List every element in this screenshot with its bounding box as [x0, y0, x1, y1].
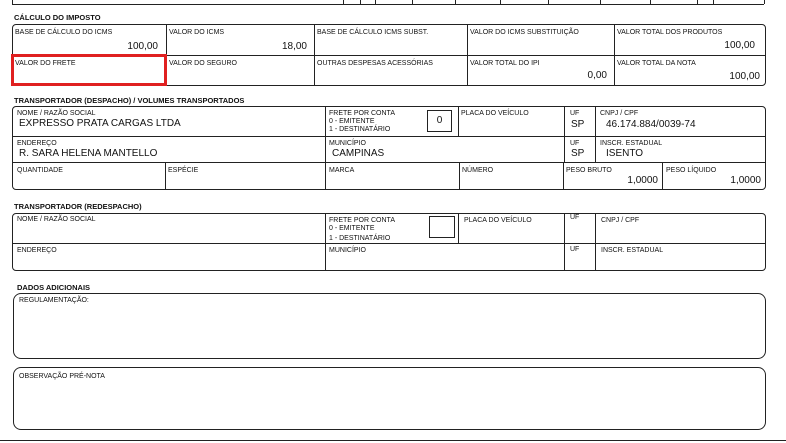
top-table-divider	[713, 0, 714, 4]
transportador-col-divider	[325, 106, 326, 190]
redespacho-col-divider	[458, 213, 459, 243]
redesp-frete-label-3: 1 - DESTINATÁRIO	[329, 235, 391, 242]
valor-frete-highlight	[11, 54, 167, 86]
redespacho-col-divider	[595, 213, 596, 271]
regulamentacao-label: REGULAMENTAÇÃO:	[19, 297, 89, 304]
top-table-divider	[375, 0, 376, 4]
imposto-col-divider	[314, 24, 315, 86]
redesp-nome-label: NOME / RAZÃO SOCIAL	[17, 216, 96, 223]
quantidade-label: QUANTIDADE	[17, 167, 63, 174]
nome-value: EXPRESSO PRATA CARGAS LTDA	[19, 118, 181, 129]
cnpj-value: 46.174.884/0039-74	[606, 119, 696, 130]
top-table-divider	[650, 0, 651, 4]
imposto-col-divider	[467, 24, 468, 86]
peso-bruto-label: PESO BRUTO	[566, 167, 612, 174]
top-table-divider	[360, 0, 361, 4]
transportador-col-divider	[595, 106, 596, 162]
placa-label: PLACA DO VEÍCULO	[461, 110, 529, 117]
valor-ipi-label: VALOR TOTAL DO IPI	[470, 60, 540, 67]
valor-icms-label: VALOR DO ICMS	[169, 29, 225, 36]
redesp-cnpj-label: CNPJ / CPF	[601, 217, 640, 224]
observacao-panel	[13, 367, 766, 430]
transportador-row-divider	[12, 162, 766, 163]
peso-bruto-value: 1,0000	[627, 175, 658, 186]
uf-label: UF	[570, 110, 580, 117]
transportador-col-divider	[564, 106, 565, 162]
cnpj-label: CNPJ / CPF	[600, 110, 639, 117]
top-table-divider	[548, 0, 549, 4]
page-bottom-border	[0, 440, 786, 441]
top-table-divider	[455, 0, 456, 4]
regulamentacao-panel	[13, 293, 766, 359]
transportador-col-divider	[563, 162, 564, 190]
top-table-divider	[412, 0, 413, 4]
section-title-transportador: TRANSPORTADOR (DESPACHO) / VOLUMES TRANSPORTADOS	[14, 96, 245, 105]
valor-icms-value: 18,00	[281, 41, 307, 52]
valor-ipi-value: 0,00	[587, 70, 607, 81]
ie-label: INSCR. ESTADUAL	[600, 140, 663, 147]
transportador-col-divider	[662, 162, 663, 190]
redesp-uf-label: UF	[570, 214, 580, 221]
section-title-adicionais: DADOS ADICIONAIS	[17, 283, 91, 292]
imposto-col-divider	[614, 24, 615, 86]
valor-total-nota-value: 100,00	[729, 71, 760, 82]
top-table-bottom-border	[12, 4, 764, 5]
redespacho-col-divider	[325, 213, 326, 271]
transportador-col-divider	[165, 162, 166, 190]
valor-total-produtos-label: VALOR TOTAL DOS PRODUTOS	[617, 29, 723, 36]
municipio-label: MUNICÍPIO	[329, 140, 366, 147]
redesp-frete-label-2: 0 - EMITENTE	[329, 225, 375, 232]
transportador-row-divider	[12, 136, 766, 137]
especie-label: ESPÉCIE	[168, 167, 199, 174]
uf2-label: UF	[570, 140, 580, 147]
valor-frete-label: VALOR DO FRETE	[15, 60, 76, 67]
peso-liquido-label: PESO LÍQUIDO	[666, 167, 717, 174]
outras-despesas-label: OUTRAS DESPESAS ACESSÓRIAS	[317, 60, 433, 67]
redespacho-col-divider	[564, 213, 565, 271]
redesp-frete-value-box	[429, 216, 455, 238]
endereco-value: R. SARA HELENA MANTELLO	[19, 148, 158, 159]
observacao-label: OBSERVAÇÃO PRÉ-NOTA	[19, 373, 105, 380]
base-icms-st-label: BASE DE CÁLCULO ICMS SUBST.	[317, 29, 429, 36]
base-icms-label: BASE DE CÁLCULO DO ICMS	[15, 29, 113, 36]
redesp-municipio-label: MUNICÍPIO	[329, 247, 366, 254]
valor-icms-st-label: VALOR DO ICMS SUBSTITUIÇÃO	[470, 29, 579, 36]
top-table-divider	[697, 0, 698, 4]
frete-conta-value-box: 0	[427, 110, 452, 132]
valor-total-produtos-value: 100,00	[724, 40, 755, 51]
transportador-col-divider	[458, 106, 459, 136]
redesp-uf2-label: UF	[570, 246, 580, 253]
base-icms-value: 100,00	[127, 41, 158, 52]
marca-label: MARCA	[329, 167, 355, 174]
redesp-endereco-label: ENDEREÇO	[17, 247, 57, 254]
nome-label: NOME / RAZÃO SOCIAL	[17, 110, 96, 117]
redesp-ie-label: INSCR. ESTADUAL	[601, 247, 664, 254]
municipio-value: CAMPINAS	[332, 148, 385, 159]
redesp-frete-label-1: FRETE POR CONTA	[329, 217, 395, 224]
top-table-divider	[12, 0, 13, 4]
top-table-divider	[600, 0, 601, 4]
frete-conta-label-3: 1 - DESTINATÁRIO	[329, 126, 391, 133]
frete-conta-label-2: 0 - EMITENTE	[329, 118, 375, 125]
redesp-placa-label: PLACA DO VEÍCULO	[464, 217, 532, 224]
valor-total-nota-label: VALOR TOTAL DA NOTA	[617, 60, 696, 67]
numero-label: NÚMERO	[462, 167, 494, 174]
top-table-divider	[764, 0, 765, 4]
ie-value: ISENTO	[606, 148, 644, 159]
top-table-divider	[500, 0, 501, 4]
transportador-col-divider	[459, 162, 460, 190]
valor-seguro-label: VALOR DO SEGURO	[169, 60, 237, 67]
uf2-value: SP	[571, 148, 585, 159]
section-title-redespacho: TRANSPORTADOR (REDESPACHO)	[14, 202, 142, 211]
uf-value: SP	[571, 119, 585, 130]
top-table-divider	[343, 0, 344, 4]
endereco-label: ENDEREÇO	[17, 140, 57, 147]
frete-conta-label-1: FRETE POR CONTA	[329, 110, 395, 117]
redespacho-row-divider	[12, 243, 766, 244]
section-title-imposto: CÁLCULO DO IMPOSTO	[14, 13, 101, 22]
peso-liquido-value: 1,0000	[730, 175, 761, 186]
